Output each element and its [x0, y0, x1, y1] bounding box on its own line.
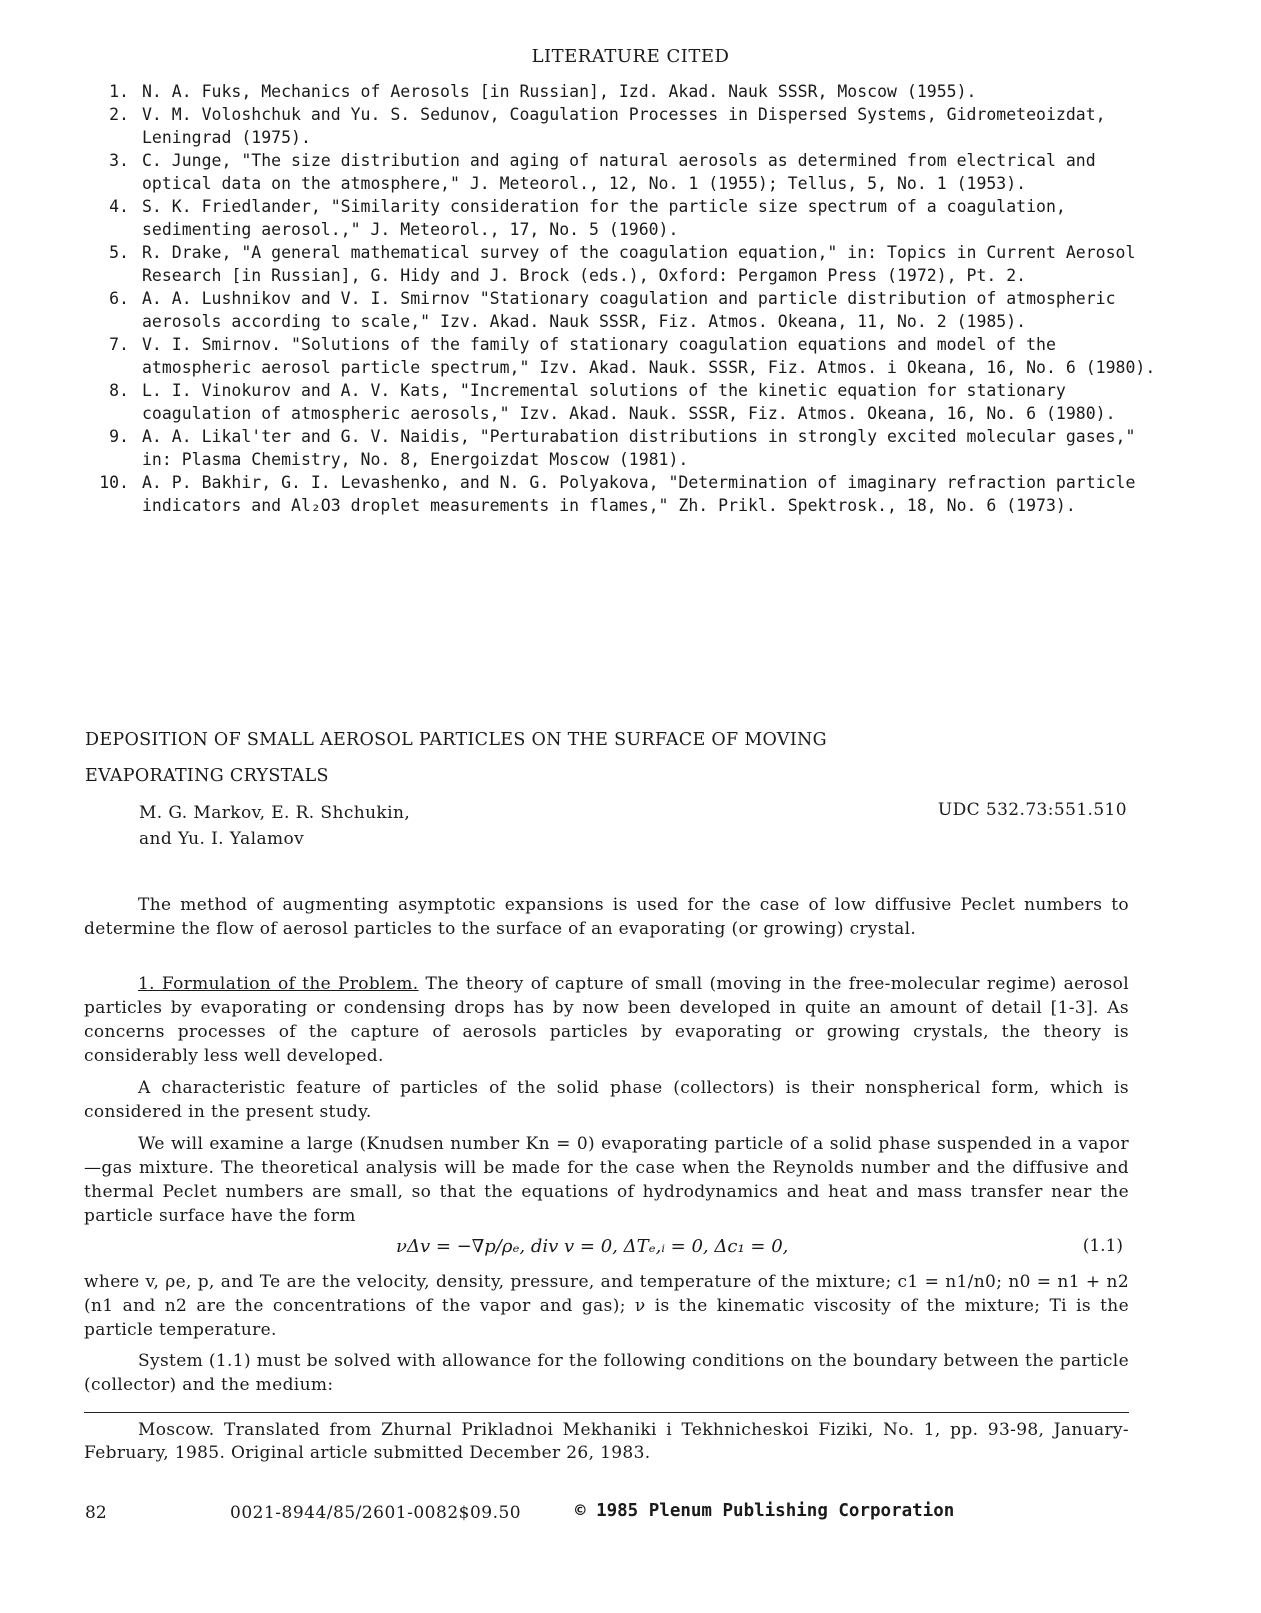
- reference-text: V. I. Smirnov. "Solutions of the family of stationary coagulation equations and model of the atmospheric aerosol particle spectrum," Izv. Akad. Nauk. SSSR, Fiz. Atmos. i Okeana, 16, No. 6 (1980).: [142, 335, 1156, 377]
- article-title: [85, 722, 985, 794]
- authors-line: and Yu. I. Yalamov: [139, 829, 305, 849]
- reference-item: [95, 379, 1175, 425]
- reference-item: [95, 149, 1175, 195]
- reference-number: 1.: [109, 82, 129, 101]
- equation-1-1: νΔv = −∇p/ρₑ, div v = 0, ΔTₑ,ᵢ = 0, Δc₁ = 0,: [396, 1236, 789, 1257]
- feature-text: A characteristic feature of particles of the solid phase (collectors) is their nonspherical form, which is considered in the present study.: [84, 1078, 1129, 1122]
- reference-item: [95, 471, 1175, 517]
- abstract-paragraph: [84, 893, 1129, 941]
- authors-line: M. G. Markov, E. R. Shchukin,: [139, 803, 411, 823]
- formulation-text: [84, 972, 1129, 1068]
- examine-text: We will examine a large (Knudsen number Kn = 0) evaporating particle of a solid phase suspended in a vapor—gas mixture. The theoretical analysis will be made for the case when the Reynolds number and the diffusive and thermal Peclet numbers are small, so that the equations of hydrodynamics and heat and mass transfer near the particle surface have the form: [84, 1134, 1129, 1226]
- reference-number: 5.: [109, 243, 129, 262]
- reference-item: [95, 287, 1175, 333]
- reference-item: [95, 333, 1175, 379]
- abstract-text: The method of augmenting asymptotic expansions is used for the case of low diffusive Peclet numbers to determine the flow of aerosol particles to the surface of an evaporating (or growing) crystal.: [84, 895, 1129, 939]
- reference-number: 6.: [109, 289, 129, 308]
- footnote: Moscow. Translated from Zhurnal Prikladnoi Mekhaniki i Tekhnicheskoi Fiziki, No. 1, pp. 93-98, January-February, 1985. Original article submitted December 26, 1983.: [84, 1420, 1129, 1463]
- reference-item: [95, 425, 1175, 471]
- formulation-paragraph: [84, 972, 1129, 1068]
- section-heading: 1. Formulation of the Problem.: [138, 974, 419, 994]
- udc-code: UDC 532.73:551.510: [937, 800, 1127, 820]
- where-text: where v, ρe, p, and Te are the velocity, density, pressure, and temperature of the mixture; c1 = n1/n0; n0 = n1 + n2 (n1 and n2 are the concentrations of the vapor and gas); ν is the kinematic viscosity of the mixture; Ti is the particle temperature.: [84, 1272, 1129, 1340]
- equation-number: (1.1): [1082, 1236, 1123, 1256]
- article-title-line: EVAPORATING CRYSTALS: [85, 766, 329, 786]
- reference-item: [95, 195, 1175, 241]
- reference-text: A. A. Likal'ter and G. V. Naidis, "Perturabation distributions in strongly excited molecular gases," in: Plasma Chemistry, No. 8, Energoizdat Moscow (1981).: [142, 427, 1136, 469]
- literature-cited-heading: LITERATURE CITED: [531, 46, 730, 67]
- reference-text: L. I. Vinokurov and A. V. Kats, "Incremental solutions of the kinetic equation for stationary coagulation of atmospheric aerosols," Izv. Akad. Nauk. SSSR, Fiz. Atmos. Okeana, 16, No. 6 (1980).: [142, 381, 1116, 423]
- reference-number: 8.: [109, 381, 129, 400]
- reference-number: 7.: [109, 335, 129, 354]
- reference-number: 9.: [109, 427, 129, 446]
- reference-text: C. Junge, "The size distribution and aging of natural aerosols as determined from electrical and optical data on the atmosphere," J. Meteorol., 12, No. 1 (1955); Tellus, 5, No. 1 (1953).: [142, 151, 1096, 193]
- reference-number: 3.: [109, 151, 129, 170]
- reference-number: 4.: [109, 197, 129, 216]
- reference-text: A. P. Bakhir, G. I. Levashenko, and N. G. Polyakova, "Determination of imaginary refraction particle indicators and Al₂O3 droplet measurements in flames," Zh. Prikl. Spektrosk., 18, No. 6 (1973).: [142, 473, 1136, 515]
- feature-paragraph: [84, 1076, 1129, 1124]
- reference-text: N. A. Fuks, Mechanics of Aerosols [in Russian], Izd. Akad. Nauk SSSR, Moscow (1955).: [142, 82, 977, 101]
- formulation-body: The theory of capture of small (moving in the free-molecular regime) aerosol particles by evaporating or condensing drops has by now been developed in quite an amount of detail [1-3]. As concerns processes of the capture of aerosols particles by evaporating or growing crystals, the theory is considerably less well developed.: [84, 974, 1129, 1066]
- reference-list: [95, 80, 1175, 517]
- examine-paragraph: [84, 1132, 1129, 1228]
- reference-text: A. A. Lushnikov and V. I. Smirnov "Stationary coagulation and particle distribution of atmospheric aerosols according to scale," Izv. Akad. Nauk SSSR, Fiz. Atmos. Okeana, 11, No. 2 (1985).: [142, 289, 1116, 331]
- article-code: 0021-8944/85/2601-0082$09.50: [230, 1503, 522, 1523]
- author-block: [139, 800, 410, 852]
- reference-text: S. K. Friedlander, "Similarity consideration for the particle size spectrum of a coagulation, sedimenting aerosol.," J. Meteorol., 17, No. 5 (1960).: [142, 197, 1066, 239]
- reference-text: V. M. Voloshchuk and Yu. S. Sedunov, Coagulation Processes in Dispersed Systems, Gidrometeoizdat, Leningrad (1975).: [142, 105, 1106, 147]
- article-title-line: DEPOSITION OF SMALL AEROSOL PARTICLES ON THE SURFACE OF MOVING: [85, 730, 827, 750]
- reference-item: [95, 241, 1175, 287]
- reference-item: [95, 103, 1175, 149]
- page-number: 82: [85, 1503, 107, 1523]
- reference-number: 10.: [99, 473, 129, 492]
- footnote-divider: [84, 1412, 1129, 1413]
- system-paragraph: [84, 1349, 1129, 1397]
- where-paragraph: [84, 1270, 1129, 1342]
- reference-number: 2.: [109, 105, 129, 124]
- system-text: System (1.1) must be solved with allowance for the following conditions on the boundary between the particle (collector) and the medium:: [84, 1351, 1129, 1395]
- reference-text: R. Drake, "A general mathematical survey of the coagulation equation," in: Topics in Current Aerosol Research [in Russian], G. Hidy and J. Brock (eds.), Oxford: Pergamon Press (1972), Pt. 2.: [142, 243, 1136, 285]
- reference-item: [95, 80, 1175, 103]
- copyright-notice: © 1985 Plenum Publishing Corporation: [575, 1501, 955, 1521]
